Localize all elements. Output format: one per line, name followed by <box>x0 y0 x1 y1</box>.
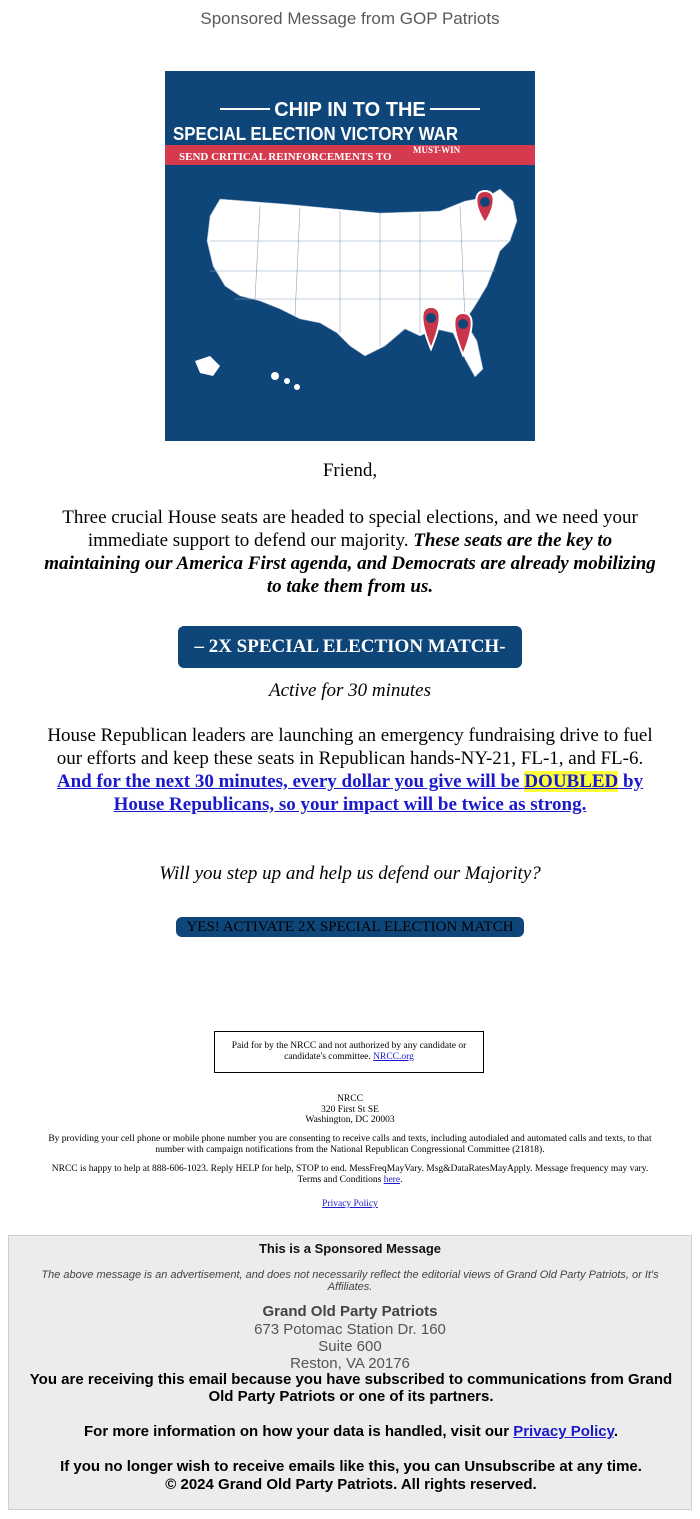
sponsor-header: Sponsored Message from GOP Patriots <box>200 9 500 28</box>
question: Will you step up and help us defend our Majority? <box>159 863 541 884</box>
donate-link[interactable] <box>57 771 643 815</box>
sponsor-org: Grand Old Party Patriots <box>262 1303 438 1320</box>
subscribed-notice: You are receiving this email because you have subscribed to communications from Grand Old Party Patriots or one of its partners. <box>29 1371 673 1405</box>
appeal-text: House Republican leaders are launching an emergency fundraising drive to fuel our efforts and keep these seats in Republican hands-NY-21, FL-1, and FL-6. <box>47 725 653 769</box>
intro-text: Three crucial House seats are headed to special elections, and we need your immediate support to defend our majority. <box>62 507 638 551</box>
intro-emphasis: These seats are the key to maintaining our America First agenda, and Democrats are already mobilizing to take them from us. <box>44 530 656 597</box>
hero-image[interactable] <box>165 71 535 441</box>
help-text-end: . <box>400 1174 403 1185</box>
privacy-policy-link[interactable]: Privacy Policy <box>322 1199 378 1209</box>
sponsor-street: 673 Potomac Station Dr. 160 <box>254 1321 446 1338</box>
unsubscribe-notice[interactable]: If you no longer wish to receive emails like this, you can Unsubscribe at any time. <box>60 1458 642 1475</box>
privacy-policy-footer <box>48 1199 652 1210</box>
appeal-paragraph <box>40 724 660 816</box>
address-street: 320 First St SE <box>321 1104 379 1115</box>
donate-link-text-end: by House Republicans, so your impact will be twice as strong. <box>113 771 644 815</box>
terms-link[interactable]: here <box>383 1174 401 1185</box>
consent-text: By providing your cell phone or mobile phone number you are consenting to receive calls and texts, including autodialed and automated calls and texts, to that number with campaign notifications from the National Republican Congressional Committee (21818). <box>48 1134 652 1155</box>
paid-for-box <box>214 1031 484 1073</box>
nrcc-link[interactable]: NRCC.org <box>373 1052 414 1062</box>
sponsor-disclaimer: The above message is an advertisement, and does not necessarily reflect the editorial views of Grand Old Party Patriots, or It's Affiliates. <box>41 1269 659 1293</box>
nrcc-address <box>48 1094 652 1126</box>
us-map-graphic <box>165 71 535 441</box>
help-text <box>48 1164 652 1185</box>
doubled-highlight: DOUBLED <box>524 771 619 792</box>
hero-line1: CHIP IN TO THE <box>274 99 426 121</box>
greeting: Friend, <box>322 460 378 481</box>
paid-for-text: Paid for by the NRCC and not authorized by any candidate or candidate's committee. <box>231 1041 467 1062</box>
active-note: Active for 30 minutes <box>269 680 431 701</box>
help-text-body: NRCC is happy to help at 888-606-1023. Reply HELP for help, STOP to end. MessFreqMayVary. Msg&DataRatesMayApply. Message frequency may vary. Terms and Conditions <box>51 1164 649 1185</box>
copyright: © 2024 Grand Old Party Patriots. All rights reserved. <box>165 1476 537 1493</box>
activate-match-button[interactable]: YES! ACTIVATE 2X SPECIAL ELECTION MATCH <box>176 917 524 937</box>
sponsor-city: Reston, VA 20176 <box>290 1355 410 1372</box>
match-button[interactable]: – 2X SPECIAL ELECTION MATCH- <box>178 626 522 668</box>
hero-banner: SEND CRITICAL REINFORCEMENTS TO <box>179 151 392 163</box>
hero-line2: SPECIAL ELECTION VICTORY WAR <box>173 124 458 144</box>
data-handling-text: For more information on how your data is handled, visit our <box>84 1423 514 1440</box>
address-city: Washington, DC 20003 <box>305 1115 395 1125</box>
sponsor-title: This is a Sponsored Message <box>258 1241 442 1256</box>
intro-paragraph <box>40 506 660 598</box>
sponsor-box <box>8 1235 692 1510</box>
data-handling-notice <box>29 1423 673 1440</box>
data-handling-end: . <box>613 1423 618 1440</box>
sponsor-privacy-link[interactable]: Privacy Policy <box>513 1423 614 1440</box>
donate-link-text: And for the next 30 minutes, every dollar you give will be <box>56 771 525 792</box>
sponsor-suite: Suite 600 <box>318 1338 382 1355</box>
hero-banner-small: MUST-WIN <box>413 145 461 155</box>
address-name: NRCC <box>337 1094 363 1104</box>
